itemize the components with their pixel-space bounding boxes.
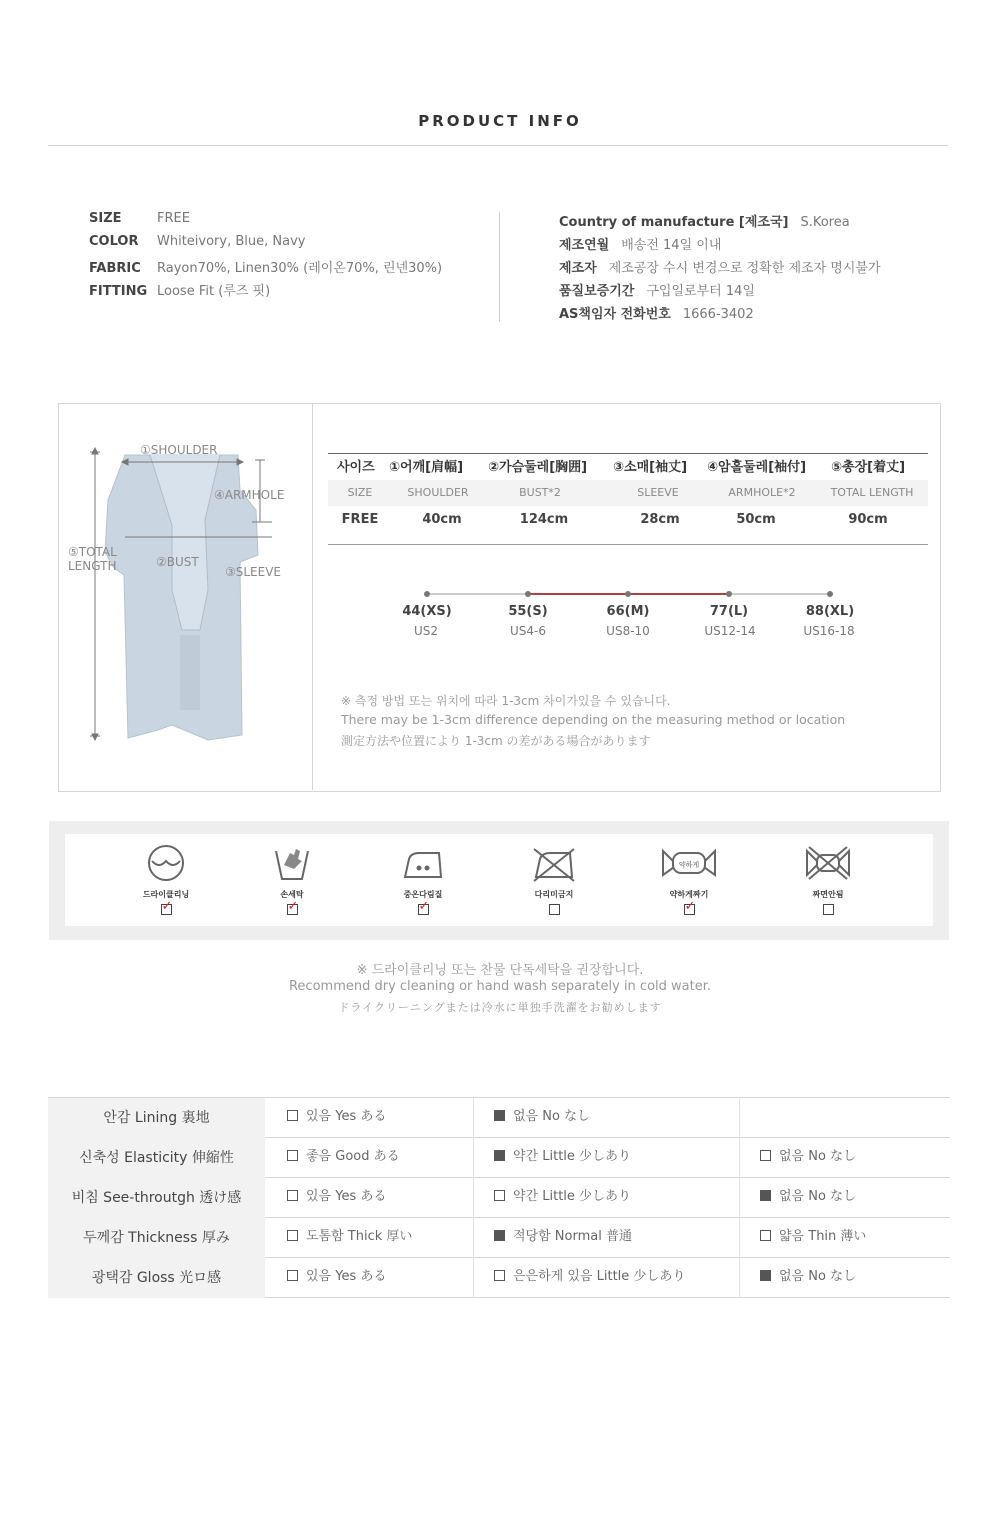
prop-option — [760, 1257, 856, 1297]
info-label: 제조연월 — [559, 238, 610, 253]
wring-gently-icon — [659, 843, 719, 883]
checkbox — [494, 1230, 505, 1241]
wash-note-en: Recommend dry cleaning or hand wash separately in cold water. — [288, 979, 711, 994]
info-value: S.Korea — [800, 215, 850, 230]
info-label: AS책임자 전화번호 — [559, 307, 671, 322]
info-divider — [499, 212, 500, 322]
checkbox — [287, 1230, 298, 1241]
option-text: 도톰함 Thick 厚い — [306, 1229, 413, 1244]
size-dot — [525, 591, 531, 597]
diagram-label-bust: ②BUST — [156, 555, 199, 569]
size-scale — [420, 588, 840, 600]
laundry-checkbox — [684, 904, 695, 915]
no-iron-icon — [532, 843, 576, 883]
laundry-checkbox — [549, 904, 560, 915]
info-label: COLOR — [89, 234, 139, 249]
no-wring-icon — [803, 843, 853, 883]
info-warranty — [559, 280, 881, 303]
header-size-kr: 사이즈 — [337, 460, 375, 475]
checkbox — [287, 1270, 298, 1281]
option-text: 없음 No なし — [513, 1109, 591, 1124]
prop-label-thickness: 두께감 Thickness 厚み — [48, 1218, 265, 1258]
checkbox — [760, 1190, 771, 1201]
size-dot — [726, 591, 732, 597]
prop-label-lining: 안감 Lining 裏地 — [48, 1098, 265, 1138]
laundry-dry-clean — [126, 843, 206, 919]
prop-option — [760, 1217, 866, 1257]
laundry-label: 드라이클리닝 — [142, 890, 190, 899]
laundry-no-iron — [514, 843, 594, 919]
size-us: US12-14 — [704, 624, 756, 638]
prop-label-see-through: 비침 See-throutgh 透け感 — [48, 1178, 265, 1218]
cell-total: 90cm — [848, 512, 888, 527]
option-text: 약간 Little 少しあり — [513, 1149, 632, 1164]
info-value: Rayon70%, Linen30% (레이온70%, 린넨30%) — [157, 261, 443, 276]
table-bottom-rule — [328, 544, 928, 545]
size-dot — [625, 591, 631, 597]
info-left — [89, 211, 442, 303]
header-size-en: SIZE — [328, 480, 392, 506]
header-total-kr: ⑤총장[着丈] — [831, 460, 906, 475]
size-label: 44(XS) — [402, 604, 452, 619]
header-bust-kr: ②가슴둘레[胸囲] — [488, 460, 588, 475]
diagram-label-sleeve: ③SLEEVE — [225, 565, 282, 579]
dry-clean-icon — [146, 843, 186, 883]
title-divider — [48, 145, 948, 146]
cell-sleeve: 28cm — [640, 512, 680, 527]
info-value: FREE — [157, 211, 190, 226]
laundry-label: 손세탁 — [280, 890, 304, 899]
prop-col-divider — [473, 1098, 474, 1298]
option-text: 은은하게 있음 Little 少しあり — [513, 1269, 686, 1284]
laundry-label: 짜면안됨 — [812, 890, 844, 899]
measure-note-jp: 測定方法や位置により 1-3cm の差がある場合があります — [341, 734, 651, 748]
checkbox — [760, 1270, 771, 1281]
iron-medium-icon — [401, 843, 445, 883]
size-us: US2 — [413, 624, 439, 638]
prop-option — [760, 1177, 856, 1217]
prop-option — [494, 1217, 632, 1257]
checkbox — [760, 1150, 771, 1161]
info-value: 1666-3402 — [682, 307, 754, 322]
info-label: SIZE — [89, 211, 122, 226]
diagram-label-armhole: ④ARMHOLE — [214, 488, 285, 502]
header-sleeve-kr: ③소매[袖丈] — [613, 460, 688, 475]
size-us: US8-10 — [606, 624, 650, 638]
wash-note-jp: ドライクリーニングまたは冷水に単独手洗濯をお勧めします — [338, 1001, 662, 1014]
option-text: 없음 No なし — [779, 1269, 857, 1284]
header-shoulder-en: SHOULDER — [392, 480, 484, 506]
svg-text:약하게: 약하게 — [678, 861, 700, 869]
measure-note-kr: ※ 측정 방법 또는 위치에 따라 1-3cm 차이가있을 수 있습니다. — [341, 694, 671, 708]
laundry-checkbox — [823, 904, 834, 915]
header-total-en: TOTAL LENGTH — [816, 480, 928, 506]
info-label: 제조자 — [559, 261, 597, 276]
option-text: 얇음 Thin 薄い — [779, 1229, 867, 1244]
size-label: 77(L) — [709, 604, 749, 619]
info-value: 배송전 14일 이내 — [621, 238, 722, 253]
info-label: 품질보증기간 — [559, 284, 635, 299]
info-country — [559, 211, 881, 234]
laundry-wring-gently — [649, 843, 729, 919]
info-label: FABRIC — [89, 261, 141, 276]
cell-size: FREE — [341, 512, 379, 527]
cell-shoulder: 40cm — [422, 512, 462, 527]
laundry-label: 다리미금지 — [534, 890, 574, 899]
prop-col-divider — [739, 1098, 740, 1298]
info-right — [559, 211, 881, 326]
info-value: Whiteivory, Blue, Navy — [157, 234, 306, 249]
hand-wash-icon — [272, 843, 312, 883]
info-size — [89, 211, 442, 234]
info-value: Loose Fit (루즈 핏) — [157, 284, 271, 299]
diagram-label-length: LENGTH — [68, 559, 117, 573]
diagram-label-shoulder: ①SHOULDER — [140, 443, 218, 457]
cell-bust: 124cm — [519, 512, 569, 527]
size-label: 88(XL) — [805, 604, 855, 619]
option-text: 약간 Little 少しあり — [513, 1189, 632, 1204]
option-text: 있음 Yes ある — [306, 1269, 387, 1284]
header-shoulder-kr: ①어깨[肩幅] — [389, 460, 464, 475]
prop-label-elasticity: 신축성 Elasticity 伸縮性 — [48, 1138, 265, 1178]
laundry-no-wring — [788, 843, 868, 919]
option-text: 있음 Yes ある — [306, 1109, 387, 1124]
prop-option — [287, 1177, 386, 1217]
prop-option — [760, 1137, 856, 1177]
header-armhole-en: ARMHOLE*2 — [712, 480, 812, 506]
size-box-divider — [312, 404, 313, 790]
prop-option — [494, 1097, 590, 1137]
laundry-checkbox — [161, 904, 172, 915]
size-label: 55(S) — [508, 604, 548, 619]
checkbox — [287, 1110, 298, 1121]
prop-option — [494, 1177, 631, 1217]
checkbox — [494, 1150, 505, 1161]
diagram-label-total: ⑤TOTAL — [68, 545, 117, 559]
info-fabric — [89, 257, 442, 280]
prop-option — [287, 1257, 386, 1297]
laundry-label: 중온다림질 — [403, 890, 443, 899]
info-as-phone — [559, 303, 881, 326]
info-label: Country of manufacture [제조국] — [559, 215, 789, 230]
header-armhole-kr: ④암홀둘레[袖付] — [707, 460, 807, 475]
measure-note-en: There may be 1-3cm difference depending on the measuring method or location — [341, 712, 846, 727]
info-value: 제조공장 수시 변경으로 정확한 제조자 명시불가 — [608, 261, 881, 276]
garment-diagram — [60, 430, 310, 760]
info-color — [89, 234, 442, 257]
checkbox — [287, 1190, 298, 1201]
wash-note-kr: ※ 드라이클리닝 또는 찬물 단독세탁을 권장합니다. — [356, 963, 644, 978]
laundry-checkbox — [287, 904, 298, 915]
option-text: 있음 Yes ある — [306, 1189, 387, 1204]
page-title: PRODUCT INFO — [418, 112, 582, 130]
size-dot — [424, 591, 430, 597]
prop-option — [287, 1137, 400, 1177]
info-manufacture-date — [559, 234, 881, 257]
checkbox — [494, 1190, 505, 1201]
prop-option — [287, 1097, 386, 1137]
info-value: 구입일로부터 14일 — [646, 284, 755, 299]
prop-label-gloss: 광택감 Gloss 光ロ感 — [48, 1258, 265, 1298]
option-text: 없음 No なし — [779, 1149, 857, 1164]
prop-option — [494, 1257, 685, 1297]
option-text: 좋음 Good ある — [306, 1149, 400, 1164]
info-manufacturer — [559, 257, 881, 280]
checkbox — [760, 1230, 771, 1241]
info-fitting — [89, 280, 442, 303]
laundry-label: 약하게짜기 — [669, 890, 709, 899]
header-bust-en: BUST*2 — [490, 480, 590, 506]
size-us: US16-18 — [803, 624, 855, 638]
checkbox — [287, 1150, 298, 1161]
checkbox — [494, 1270, 505, 1281]
size-us: US4-6 — [510, 624, 546, 638]
checkbox — [494, 1110, 505, 1121]
info-label: FITTING — [89, 284, 148, 299]
laundry-checkbox — [418, 904, 429, 915]
prop-option — [287, 1217, 412, 1257]
laundry-iron-medium — [383, 843, 463, 919]
laundry-hand-wash — [252, 843, 332, 919]
prop-option — [494, 1137, 631, 1177]
option-text: 적당함 Normal 普通 — [513, 1229, 632, 1244]
cell-armhole: 50cm — [736, 512, 776, 527]
size-dot — [827, 591, 833, 597]
option-text: 없음 No なし — [779, 1189, 857, 1204]
size-label: 66(M) — [606, 604, 650, 619]
header-sleeve-en: SLEEVE — [610, 480, 706, 506]
